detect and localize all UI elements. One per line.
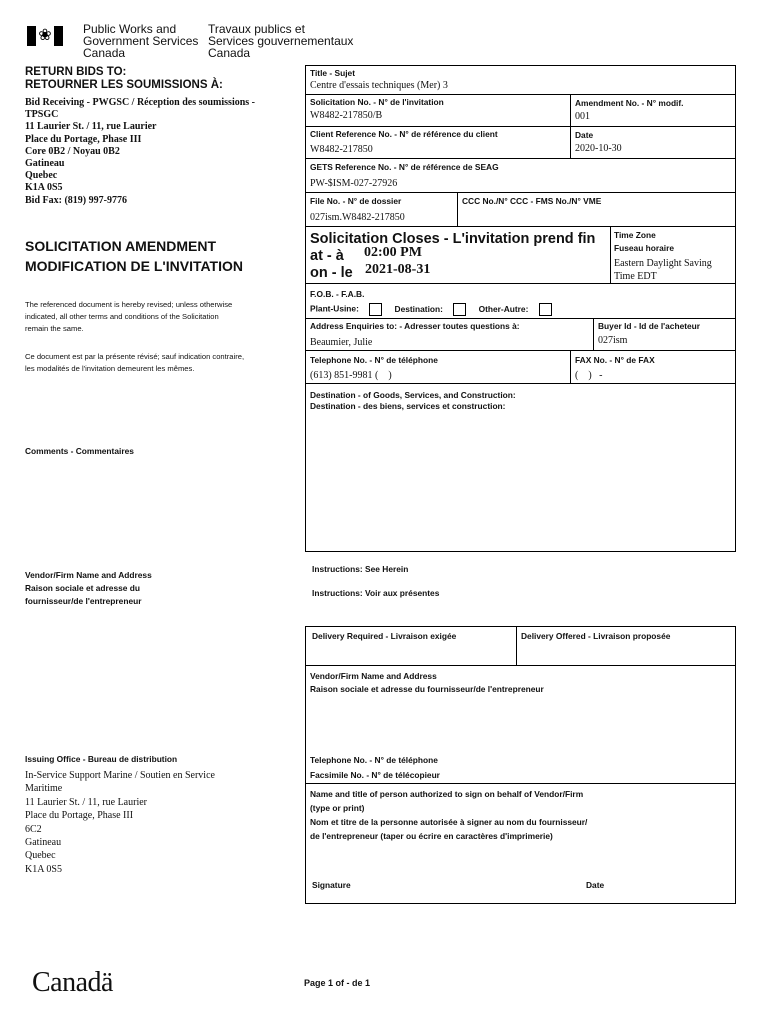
vendor-facsimile-label: Facsimile No. - N° de télécopieur xyxy=(310,770,440,780)
closes-on-label: on - le xyxy=(310,265,353,281)
date-label: Date xyxy=(575,130,594,140)
file-no-value: 027ism.W8482-217850 xyxy=(310,212,405,223)
signature-label: Signature xyxy=(312,880,351,890)
closes-at-label: at - à xyxy=(310,248,344,264)
telephone-value: (613) 851-9981 ( ) xyxy=(310,370,392,381)
amendment-no-value: 001 xyxy=(575,111,590,122)
delivery-offered-label: Delivery Offered - Livraison proposée xyxy=(521,631,671,641)
department-name-en: Public Works and Government Services Canada xyxy=(83,22,199,60)
closes-date-value: 2021-08-31 xyxy=(365,262,431,277)
canada-wordmark: Canadä xyxy=(32,967,113,998)
return-bids-address: Bid Receiving - PWGSC / Réception des soumissions - TPSGC 11 Laurier St. / 11, rue Laurier Place du Portage, Phase III Core 0B2 / Noyau 0B2 Gatineau Quebec K1A 0S5 Bid Fax: (819) 997-9776 xyxy=(25,97,256,206)
authorized-person-label: Name and title of person authorized to sign on behalf of Vendor/Firm (type or print) Nom et titre de la personne autorisée à signer au nom du fournisseur/ de l'entrepreneur (taper ou écrire en caractères d'imprimerie) xyxy=(310,789,588,841)
amendment-no-label: Amendment No. - N° modif. xyxy=(575,98,684,108)
client-reference-value: W8482-217850 xyxy=(310,144,373,155)
vendor-telephone-label: Telephone No. - N° de téléphone xyxy=(310,755,438,765)
solicitation-no-label: Solicitation No. - N° de l'invitation xyxy=(310,97,444,107)
time-zone-label: Time Zone Fuseau horaire xyxy=(614,230,675,253)
revision-notice-en: The referenced document is hereby revised; unless otherwise indicated, all other terms and conditions of the Solicitation remain the same. xyxy=(25,300,233,333)
instructions-fr: Instructions: Voir aux présentes xyxy=(312,588,440,598)
return-bids-heading: RETURN BIDS TO: RETOURNER LES SOUMISSIONS À: xyxy=(25,66,223,91)
fax-value: ( ) - xyxy=(575,370,603,381)
department-name-fr: Travaux publics et Services gouvernementaux Canada xyxy=(208,22,354,60)
instructions-en: Instructions: See Herein xyxy=(312,564,409,574)
destination-goods-label: Destination - of Goods, Services, and Construction: Destination - des biens, services et construction: xyxy=(310,390,516,411)
plant-usine-checkbox[interactable] xyxy=(369,303,382,316)
solicitation-no-value: W8482-217850/B xyxy=(310,110,383,121)
issuing-office-address: In-Service Support Marine / Soutien en Service Maritime 11 Laurier St. / 11, rue Laurier Place du Portage, Phase III 6C2 Gatineau Quebec K1A 0S5 xyxy=(25,770,215,875)
signature-date-label: Date xyxy=(586,880,605,890)
page-number: Page 1 of - de 1 xyxy=(304,978,371,988)
ccc-no-label: CCC No./N° CCC - FMS No./N° VME xyxy=(462,196,602,206)
buyer-id-value: 027ism xyxy=(598,335,628,346)
gets-reference-label: GETS Reference No. - N° de référence de SEAG xyxy=(310,162,499,172)
delivery-required-label: Delivery Required - Livraison exigée xyxy=(312,631,457,641)
file-no-label: File No. - N° de dossier xyxy=(310,196,402,206)
vendor-name-address-label: Vendor/Firm Name and Address Raison sociale et adresse du fournisseur/de l'entrepreneur xyxy=(310,671,544,694)
canada-flag-icon xyxy=(27,26,63,46)
fax-label: FAX No. - N° de FAX xyxy=(575,355,655,365)
title-value: Centre d'essais techniques (Mer) 3 xyxy=(310,80,448,91)
maple-leaf-icon: ❀ xyxy=(38,27,52,44)
buyer-id-label: Buyer Id - Id de l'acheteur xyxy=(598,321,701,331)
fob-options: Plant-Usine: Destination: Other-Autre: xyxy=(310,303,552,316)
solicitation-closes-label: Solicitation Closes - L'invitation prend fin xyxy=(310,231,596,247)
revision-notice-fr: Ce document est par la présente révisé; sauf indication contraire, les modalités de l'invitation demeurent les mêmes. xyxy=(25,352,245,373)
time-zone-value: Eastern Daylight Saving Time EDT xyxy=(614,258,712,282)
document-title: SOLICITATION AMENDMENT MODIFICATION DE L'INVITATION xyxy=(25,238,243,274)
vendor-label-left: Vendor/Firm Name and Address Raison sociale et adresse du fournisseur/de l'entrepreneur xyxy=(25,570,152,606)
issuing-office-label: Issuing Office - Bureau de distribution xyxy=(25,754,178,764)
closes-time-value: 02:00 PM xyxy=(364,245,422,260)
title-label: Title - Sujet xyxy=(310,68,355,78)
comments-label: Comments - Commentaires xyxy=(25,446,134,456)
destination-checkbox[interactable] xyxy=(453,303,466,316)
address-enquiries-label: Address Enquiries to: - Adresser toutes questions à: xyxy=(310,321,520,331)
other-autre-checkbox[interactable] xyxy=(539,303,552,316)
client-reference-label: Client Reference No. - N° de référence du client xyxy=(310,129,498,139)
date-value: 2020-10-30 xyxy=(575,143,622,154)
telephone-label: Telephone No. - N° de téléphone xyxy=(310,355,438,365)
gets-reference-value: PW-$ISM-027-27926 xyxy=(310,178,398,189)
fob-label: F.O.B. - F.A.B. xyxy=(310,289,365,299)
address-enquiries-value: Beaumier, Julie xyxy=(310,337,373,348)
